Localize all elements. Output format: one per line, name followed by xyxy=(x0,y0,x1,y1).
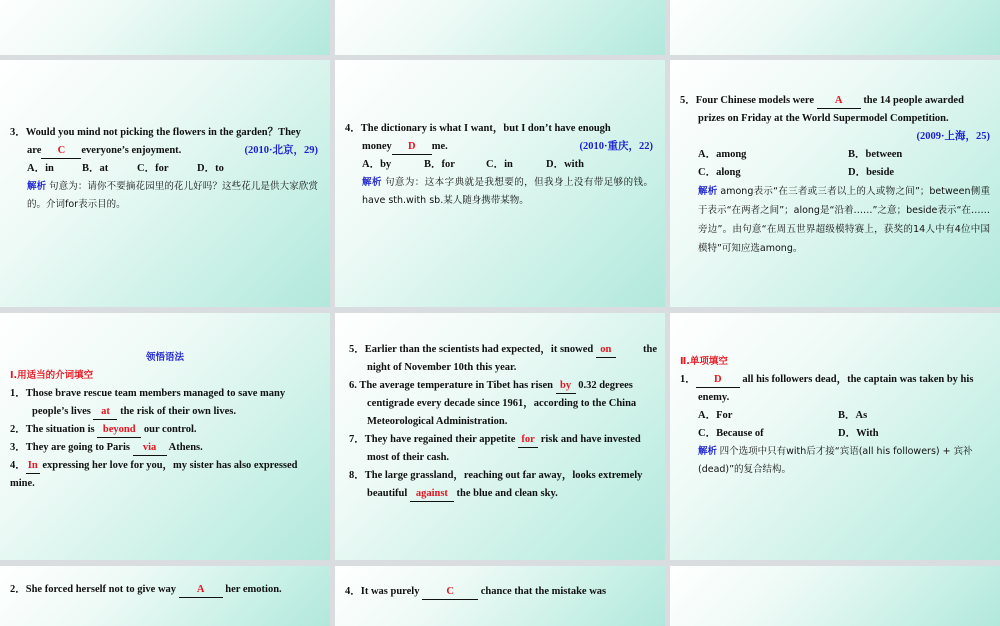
option-b: B．between xyxy=(848,149,903,160)
slide-top-left xyxy=(0,0,330,55)
analysis-text: 句意为：这本字典就是我想要的，但我身上没有带足够的钱。have sth.with sb.某人随身携带某物。 xyxy=(362,177,653,206)
option-d: D．beside xyxy=(848,167,895,178)
analysis xyxy=(680,443,992,479)
analysis-label: 解析 xyxy=(698,186,718,197)
question-text-pre: are xyxy=(27,145,42,156)
question-4 xyxy=(345,120,653,210)
grammar-item-4: 4． In expressing her love for you，my sister has also expressed xyxy=(10,457,318,475)
slide-bottom-middle xyxy=(335,566,665,626)
analysis xyxy=(345,174,653,210)
grammar-items xyxy=(10,367,318,493)
question-text-pre: money xyxy=(362,141,392,152)
question-4-line2 xyxy=(345,138,653,156)
grammar-item-6: 6. The average temperature in Tibet has risen by 0.32 degrees xyxy=(349,377,657,395)
option-d: D．with xyxy=(546,159,584,170)
source-tag: (2010·北京，29) xyxy=(244,145,318,156)
analysis xyxy=(10,178,318,214)
answer-blank: at xyxy=(93,405,117,420)
single-choice-line1: 1． D all his followers dead，the captain was taken by his xyxy=(680,371,992,389)
question-5-line2: prizes on Friday at the World Supermodel Competition. xyxy=(698,113,949,124)
options xyxy=(10,160,318,178)
single-choice xyxy=(680,353,992,479)
answer-blank: In xyxy=(26,459,40,474)
grammar-item-4-line2: mine. xyxy=(10,478,35,489)
analysis-text: among表示“在三者或三者以上的人或物之间”；between侧重于表示“在两者之间”；along是“沿着……”之意；beside表示“在……旁边”。由句意“在周五世界超级模特赛上，获奖的14人中有4位中国模特”可知应选among。 xyxy=(698,186,990,254)
question-text: Would you mind not picking the flowers in the garden？They xyxy=(25,127,301,138)
analysis-text: 句意为：请你不要摘花园里的花儿好吗？这些花儿是供大家欣赏的。介词for表示目的。 xyxy=(27,181,318,210)
options xyxy=(680,407,992,443)
grammar-item-8: 8．The large grassland，reaching out far away，looks extremely xyxy=(349,470,643,481)
option-b: B．As xyxy=(838,410,868,421)
question-3 xyxy=(10,124,318,214)
slide-top-middle xyxy=(335,0,665,55)
grammar-item-5: 5．Earlier than the scientists had expected，it snowed on the xyxy=(349,341,657,359)
option-b: B．for xyxy=(424,159,455,170)
analysis-label: 解析 xyxy=(698,446,718,457)
slide-question-3 xyxy=(0,60,330,307)
single-choice-line2: enemy. xyxy=(698,392,730,403)
question-text-post: me. xyxy=(431,141,448,152)
option-c: C．for xyxy=(137,163,169,174)
bottom-left-question: 2．She forced herself not to give way A her emotion. xyxy=(10,581,320,599)
option-c: C．Because of xyxy=(698,428,764,439)
analysis xyxy=(680,182,990,258)
slide-single-choice xyxy=(670,313,1000,560)
answer-blank: A xyxy=(817,94,861,109)
question-number: 3． xyxy=(10,127,26,138)
question-text-post: the 14 people awarded xyxy=(863,95,964,106)
question-5-line1 xyxy=(680,92,990,110)
question-text-pre: Four Chinese models were xyxy=(695,95,815,106)
grammar-item-7: 7．They have regained their appetite for risk and have invested xyxy=(349,431,657,449)
answer-blank: A xyxy=(179,583,223,598)
question-text: The dictionary is what I want，but I don’t have enough xyxy=(360,123,611,134)
answer-blank: D xyxy=(392,140,432,155)
answer-blank: D xyxy=(696,373,740,388)
question-3-line2 xyxy=(10,142,318,160)
option-b: B．at xyxy=(82,163,109,174)
slide-question-4 xyxy=(335,60,665,307)
rule-text xyxy=(14,0,324,2)
answer-blank: C xyxy=(422,585,478,600)
answer-blank: for xyxy=(518,433,538,448)
option-d: D．With xyxy=(838,428,879,439)
section-title: Ⅰ.用适当的介词填空 xyxy=(10,370,94,381)
slide-top-right xyxy=(670,0,1000,55)
grammar-item-3: 3．They are going to Paris via Athens. xyxy=(10,439,318,457)
grammar-heading: 领悟语法 xyxy=(145,352,184,363)
section-title: Ⅱ.单项填空 xyxy=(680,356,728,367)
question-5 xyxy=(680,92,990,258)
source-tag: (2010·重庆，22) xyxy=(579,141,653,152)
option-a: A．by xyxy=(362,159,392,170)
source-tag: (2009·上海，25) xyxy=(916,131,990,142)
analysis-label: 解析 xyxy=(362,177,382,188)
question-4-line1 xyxy=(345,120,653,138)
answer-blank: via xyxy=(133,441,167,456)
grammar-item-8-line2: beautiful against the blue and clean sky. xyxy=(349,485,657,503)
grammar-item-2: 2．The situation is beyond our control. xyxy=(10,421,318,439)
question-text-post: everyone’s enjoyment. xyxy=(81,145,182,156)
grammar2-items: 5．Earlier than the scientists had expected，it snowed on the night of November 10th this year. 6. The average temperature in Tibet has risen by 0.32 degrees centigrade every decade since 1961，according to the China Meteorological Administration. 7．They have regained their appetite for risk and have invested most of their cash. 8．The large grassland，reaching out far away，looks extremely beautiful against the blue and clean sky. xyxy=(349,341,657,503)
answer-blank: by xyxy=(556,379,576,394)
options xyxy=(345,156,653,174)
slide-grammar-1 xyxy=(0,313,330,560)
bottom-middle-question: 4．It was purely C chance that the mistake was xyxy=(345,583,655,601)
option-c: C．along xyxy=(698,167,741,178)
question-number: 5． xyxy=(680,95,696,106)
question-number: 4． xyxy=(345,123,361,134)
answer-blank: C xyxy=(41,144,81,159)
answer-blank: against xyxy=(410,487,454,502)
grammar-item-1-line2: people’s lives at the risk of their own lives. xyxy=(10,403,318,421)
analysis-label: 解析 xyxy=(27,181,47,192)
slide-bottom-left xyxy=(0,566,330,626)
slide-grammar-2 xyxy=(335,313,665,560)
option-a: A．in xyxy=(27,163,54,174)
option-a: A．among xyxy=(698,149,747,160)
slide-question-5 xyxy=(670,60,1000,307)
option-a: A．For xyxy=(698,410,733,421)
options xyxy=(680,146,990,182)
answer-blank: beyond xyxy=(97,423,141,438)
answer-blank: on xyxy=(596,343,616,358)
option-d: D．to xyxy=(197,163,224,174)
question-3-line1 xyxy=(10,124,318,142)
option-c: C．in xyxy=(486,159,513,170)
analysis-text: 四个选项中只有with后才接“宾语(all his followers) + 宾补(dead)”的复合结构。 xyxy=(698,446,973,475)
slide-bottom-right xyxy=(670,566,1000,626)
grammar-item-1: 1．Those brave rescue team members managed to save many xyxy=(10,388,286,399)
